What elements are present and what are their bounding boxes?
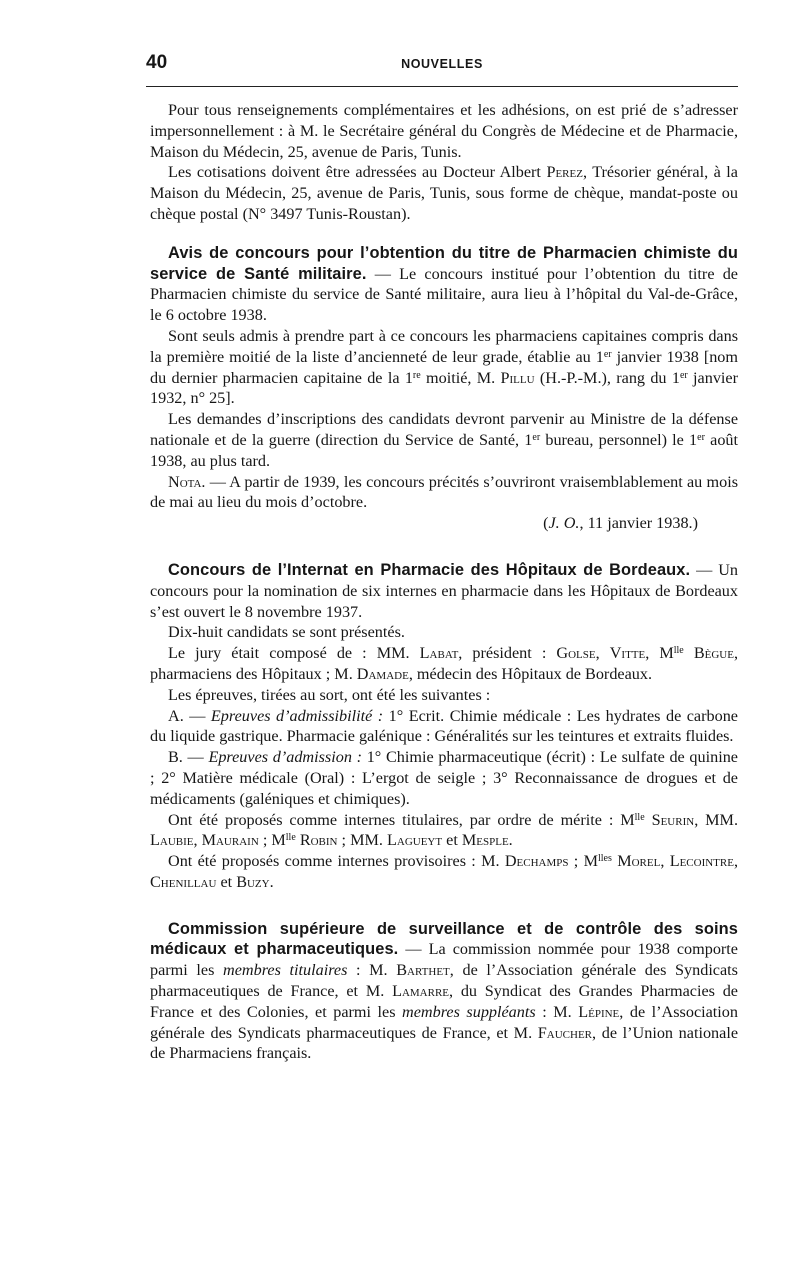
paragraph-cotisations: Les cotisations doivent être adressées au Docteur Albert Perez, Trésorier général, à la Maison du Médecin, 25, avenue de Paris, Tunis, sous forme de chèque, mandat-poste ou chèque postal (N° 3497 Tunis-Roustan). — [150, 163, 738, 223]
person-name: Pillu — [500, 368, 535, 387]
paragraph-commission: Commission supérieure de surveillance et de contrôle des soins médicaux et pharmaceutiques. — La commission nommée pour 1938 comporte parmi les membres titulaires : M. Barthet, de l’Association générale des Syndicats pharmaceutiques de France, et M. Lamarre, du Syndicat des Grandes Pharmacies de France et des Colonies, et parmi les membres suppléants : M. Lépine, de l’Association générale des Syndicats pharmaceutiques de France, et M. Faucher, de l’Union nationale de Pharmaciens français. — [150, 919, 739, 1063]
section-title-concours-bordeaux: Concours de l’Internat en Pharmacie des Hôpitaux de Bordeaux. — [168, 560, 691, 579]
header-rule — [146, 86, 738, 87]
page-number: 40 — [146, 52, 168, 73]
section-title-commission: Commission supérieure de surveillance et de contrôle des soins médicaux et pharmaceutiques. — [150, 919, 738, 959]
page-header — [146, 52, 738, 80]
paragraph-epreuves-intro: Les épreuves, tirées au sort, ont été les suivantes : — [168, 685, 491, 704]
paragraph-jury: Le jury était composé de : MM. Labat, président : Golse, Vitte, $M^{lle}$ Bègue, pharmaciens des Hôpitaux ; M. Damade, médecin des Hôpitaux de Bordeaux. — [150, 644, 738, 683]
paragraph-admission-conditions: Sont seuls admis à prendre part à ce concours les pharmaciens capitaines compris dans la première moitié de la liste d’ancienneté de leur grade, établie au 1er janvier 1938 [nom du dernier pharmacien capitaine de la 1re moitié, M. Pillu (H.-P.-M.), rang du 1er janvier 1932, n° 25]. — [150, 326, 738, 408]
running-title: NOUVELLES — [401, 57, 483, 71]
paragraph-concours-bordeaux: Concours de l’Internat en Pharmacie des Hôpitaux de Bordeaux. — Un concours pour la nomination de six internes en pharmacie dans les Hôpitaux de Bordeaux s’est ouvert le 8 novembre 1937. — [150, 560, 738, 621]
paragraph-demandes: Les demandes d’inscriptions des candidats devront parvenir au Ministre de la défense nationale et de la guerre (direction du Service de Santé, 1er bureau, personnel) le 1er août 1938, au plus tard. — [150, 410, 739, 470]
paragraph-concours-pharmacien: Avis de concours pour l’obtention du titre de Pharmacien chimiste du service de Santé militaire. — Le concours institué pour l’obtention du titre de Pharmacien chimiste du service de Santé militaire, aura lieu à l’hôpital du Val-de-Grâce, le 6 octobre 1938. — [150, 243, 738, 325]
paragraph-epreuves-b: B. — Epreuves d’admission : 1° Chimie pharmaceutique (écrit) : Le sulfate de quinine ; 2° Matière médicale (Oral) : L’ergot de seigle ; 3° Reconnaissance de drogues et de médicaments (galéniques et chimiques). — [150, 748, 738, 808]
paragraph-epreuves-a: A. — Epreuves d’admissibilité : 1° Ecrit. Chimie médicale : Les hydrates de carbone du liquide gastrique. Pharmacie galénique : Généralités sur les teintures et extraits fluides. — [150, 706, 738, 746]
paragraph-candidats: Dix-huit candidats se sont présentés. — [168, 623, 405, 642]
paragraph-renseignements: Pour tous renseignements complémentaires et les adhésions, on est prié de s’adresser impersonnellement : à M. le Secrétaire général du Congrès de Médecine et de Pharmacie, Maison du Médecin, 25, avenue de Paris, Tunis. — [150, 101, 738, 161]
section-title-concours-pharmacien: Avis de concours pour l’obtention du titre de Pharmacien chimiste du service de Santé militaire. — [150, 243, 738, 283]
source-citation: (J. O., 11 janvier 1938.) — [543, 514, 698, 533]
nota-label: Nota. — [168, 472, 206, 491]
person-name: Perez — [546, 163, 583, 182]
body-text — [150, 100, 738, 1064]
paragraph-internes-titulaires: Ont été proposés comme internes titulaires, par ordre de mérite : $M^{lle}$ Seurin, MM. Laubie, Maurain ; $M^{lle}$ Robin ; MM. Lagueyt et Mesple. — [150, 810, 738, 850]
paragraph-internes-provisoires: Ont été proposés comme internes provisoires : M. Dechamps ; $M^{lles}$ Morel, Lecointre, Chenillau et Buzy. — [150, 852, 739, 891]
paragraph-nota: Nota. — A partir de 1939, les concours précités s’ouvriront vraisemblablement au mois de mai au lieu du mois d’octobre. — [150, 472, 738, 512]
